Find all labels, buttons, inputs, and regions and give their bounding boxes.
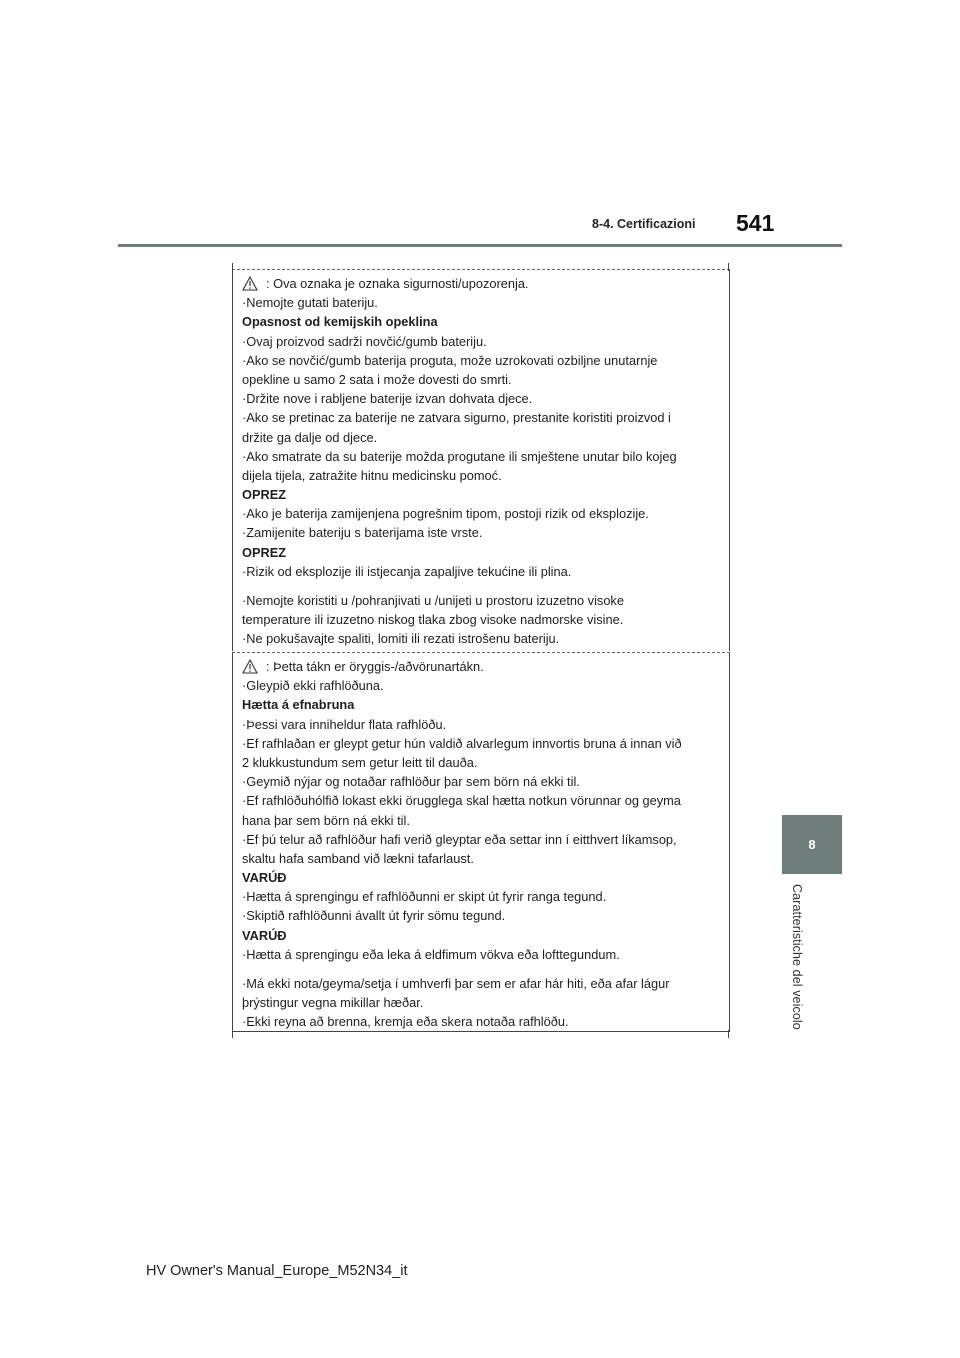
- corner-tick: [728, 1030, 729, 1038]
- icelandic-lines: [242, 657, 723, 1032]
- text-line: ·Ovaj proizvod sadrži novčić/gumb bateriju.: [242, 333, 487, 349]
- text-line: ·Má ekki nota/geyma/setja í umhverfi þar sem er afar hár hiti, eða afar lágur: [242, 976, 670, 991]
- text-line: ·Geymið nýjar og notaðar rafhlöður þar sem börn ná ekki til.: [242, 774, 580, 790]
- text-line: 2 klukkustundum sem getur leitt til dauða.: [242, 754, 478, 770]
- section-heading: Hætta á efnabruna: [242, 697, 355, 713]
- corner-tick: [232, 263, 233, 271]
- text-line: ·Þessi vara inniheldur flata rafhlöðu.: [242, 716, 447, 732]
- footer-manual-id: HV Owner's Manual_Europe_M52N34_it: [146, 1263, 408, 1279]
- text-line: [242, 964, 723, 974]
- croatian-symbol-note: : Ova oznaka je oznaka sigurnosti/upozorenja.: [266, 276, 529, 291]
- text-line: þrýstingur vegna mikillar hæðar.: [242, 995, 424, 1011]
- header-divider: [118, 244, 842, 247]
- text-line: [242, 581, 723, 591]
- section-heading: OPREZ: [242, 487, 287, 503]
- text-line: ·Držite nove i rabljene baterije izvan dohvata djece.: [242, 391, 533, 407]
- text-line: ·Ekki reyna að brenna, kremja eða skera notaða rafhlöðu.: [242, 1014, 569, 1030]
- icelandic-symbol-line: [242, 657, 723, 676]
- croatian-warning-label: [232, 269, 730, 651]
- chapter-tab: [782, 815, 842, 874]
- section-heading: VARÚÐ: [242, 870, 287, 886]
- text-line: ·Nemojte koristiti u /pohranjivati u /unijeti u prostoru izuzetno visoke: [242, 593, 624, 608]
- corner-tick: [232, 1030, 233, 1038]
- corner-tick: [728, 263, 729, 271]
- text-line: ·Ne pokušavajte spaliti, lomiti ili rezati istrošenu bateriju.: [242, 631, 560, 647]
- text-line: ·Hætta á sprengingu ef rafhlöðunni er skipt út fyrir ranga tegund.: [242, 889, 607, 905]
- text-line: ·Gleypið ekki rafhlöðuna.: [242, 678, 384, 694]
- text-line: ·Ef rafhlaðan er gleypt getur hún valdið alvarlegum innvortis bruna á innan við: [242, 735, 682, 751]
- text-line: ·Ako se pretinac za baterije ne zatvara sigurno, prestanite koristiti proizvod i: [242, 410, 671, 426]
- page-number: 541: [736, 210, 775, 236]
- text-line: temperature ili izuzetno niskog tlaka zbog visoke nadmorske visine.: [242, 612, 624, 628]
- croatian-symbol-line: [242, 274, 723, 293]
- text-line: ·Ef þú telur að rafhlöður hafi verið gleyptar eða settar inn í eitthvert líkamsop,: [242, 831, 677, 847]
- section-heading: OPREZ: [242, 544, 287, 560]
- text-line: dijela tijela, zatražite hitnu medicinsku pomoć.: [242, 467, 502, 483]
- chapter-side-label: Caratteristiche del veicolo: [790, 884, 804, 1030]
- text-line: ·Ef rafhlöðuhólfið lokast ekki örugglega skal hætta notkun vörunnar og geyma: [242, 793, 681, 809]
- section-heading: VARÚÐ: [242, 927, 287, 943]
- text-line: opekline u samo 2 sata i može dovesti do smrti.: [242, 371, 512, 387]
- text-line: ·Rizik od eksplozije ili istjecanja zapaljive tekućine ili plina.: [242, 563, 572, 579]
- text-line: ·Zamijenite bateriju s baterijama iste vrste.: [242, 525, 483, 541]
- icelandic-warning-label: [232, 652, 730, 1032]
- text-line: ·Ako je baterija zamijenjena pogrešnim tipom, postoji rizik od eksplozije.: [242, 506, 649, 522]
- text-line: ·Skiptið rafhlöðunni ávallt út fyrir sömu tegund.: [242, 908, 506, 924]
- section-heading: Opasnost od kemijskih opeklina: [242, 314, 438, 330]
- text-line: hana þar sem börn ná ekki til.: [242, 812, 410, 828]
- text-line: ·Ako se novčić/gumb baterija proguta, može uzrokovati ozbiljne unutarnje: [242, 352, 658, 368]
- text-line: držite ga dalje od djece.: [242, 429, 378, 445]
- text-line: ·Ako smatrate da su baterije možda progutane ili smještene unutar bilo kojeg: [242, 448, 677, 464]
- text-line: ·Nemojte gutati bateriju.: [242, 295, 378, 311]
- text-line: skaltu hafa samband við lækni tafarlaust.: [242, 850, 474, 866]
- icelandic-symbol-note: : Þetta tákn er öryggis-/aðvörunartákn.: [266, 659, 484, 674]
- section-title: 8-4. Certificazioni: [592, 217, 696, 231]
- croatian-lines: [242, 274, 723, 649]
- text-line: ·Hætta á sprengingu eða leka á eldfimum vökva eða lofttegundum.: [242, 946, 620, 962]
- chapter-number: 8: [808, 837, 816, 852]
